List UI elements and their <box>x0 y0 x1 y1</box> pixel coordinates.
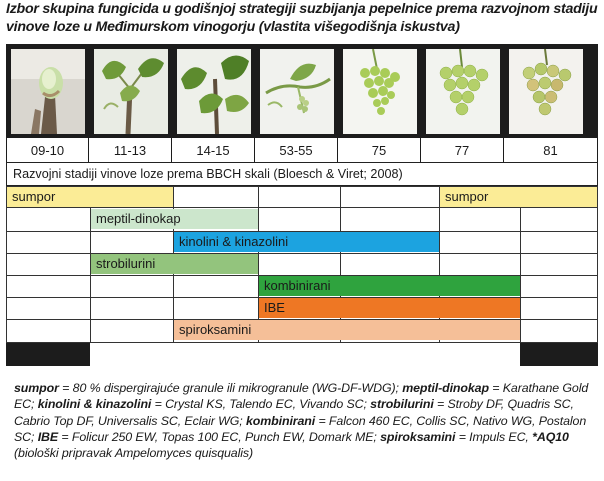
legend-text: = 80 % dispergirajuće granule ili mikrogranule (WG-DF-WDG); <box>58 381 403 395</box>
fungicide-grid <box>6 186 598 366</box>
legend-term: spiroksamini <box>380 429 456 444</box>
legend-text: = Folicur 250 EW, Topas 100 EC, Punch EW, Domark ME; <box>58 429 381 444</box>
legend-term: kinolini & kinazolini <box>37 397 152 412</box>
grid-line <box>520 186 521 343</box>
legend-term: strobilurini <box>370 397 434 412</box>
legend-text: = Falcon 460 EC, Collis SC, Nativo WG, Postalon SC; <box>14 413 587 444</box>
legend-term: meptil-dinokap <box>402 381 489 395</box>
bar-kinolini-kinazolini: kinolini & kinazolini <box>174 232 439 252</box>
page-title: Izbor skupina fungicida u godišnjoj strategiji suzbijanja pepelnice prema razvojnom stadiju vinove loze u Međimurskom vinogorju (vlastita višegodišnja iskustva) <box>6 1 598 35</box>
grid-line <box>6 207 598 208</box>
stage-photo-inflorescence <box>260 49 334 134</box>
stage-photo-berries-ripening <box>509 49 583 134</box>
stage-label: 14-15 <box>172 138 254 162</box>
grid-line <box>597 186 598 343</box>
black-block-right <box>520 343 598 366</box>
bar-meptil-dinokap: meptil-dinokap <box>91 209 258 229</box>
legend-text: = Karathane Gold EC; <box>14 381 589 412</box>
legend-footnote <box>14 380 596 461</box>
stage-label: 11-13 <box>89 138 171 162</box>
bar-strobilurini: strobilurini <box>91 254 258 274</box>
legend-text: = Stroby DF, Quadris SC, Cabrio Top DF, Universalis SC, Eclair WG; <box>14 397 574 428</box>
legend-term: kombinirani <box>245 413 316 428</box>
bar-sumpor-early: sumpor <box>7 187 173 207</box>
bar-sumpor-late: sumpor <box>440 187 597 207</box>
stage-photo-leaves-early <box>94 49 168 134</box>
bar-kombinirani: kombinirani <box>259 276 520 296</box>
legend-text: (biološki pripravak Ampelomyces quisqualis) <box>14 446 254 461</box>
stage-label: 09-10 <box>7 138 88 162</box>
legend-term: *AQ10 <box>532 429 569 444</box>
stage-photo-berries-small <box>343 49 417 134</box>
grid-line <box>6 342 598 343</box>
legend-text: = Impuls EC, <box>455 429 533 444</box>
stage-photo-leaves <box>177 49 251 134</box>
bar-spiroksamini: spiroksamini <box>174 320 520 340</box>
stage-label: 81 <box>504 138 597 162</box>
bar-ibe: IBE <box>259 298 520 318</box>
stage-label: 53-55 <box>255 138 337 162</box>
stage-label: 77 <box>421 138 503 162</box>
grid-line <box>6 186 7 343</box>
stage-photo-budbreak <box>11 49 85 134</box>
black-block-left <box>6 343 90 366</box>
stage-photo-row <box>6 44 598 138</box>
stage-label: 75 <box>338 138 420 162</box>
legend-text: = Crystal KS, Talendo EC, Vivando SC; <box>151 397 371 412</box>
legend-term: sumpor <box>14 381 59 395</box>
bbch-caption: Razvojni stadiji vinove loze prema BBCH skali (Bloesch & Viret; 2008) <box>6 162 598 186</box>
legend-term: IBE <box>37 429 59 444</box>
stage-photo-berries-medium <box>426 49 500 134</box>
stage-label-row <box>6 138 598 162</box>
